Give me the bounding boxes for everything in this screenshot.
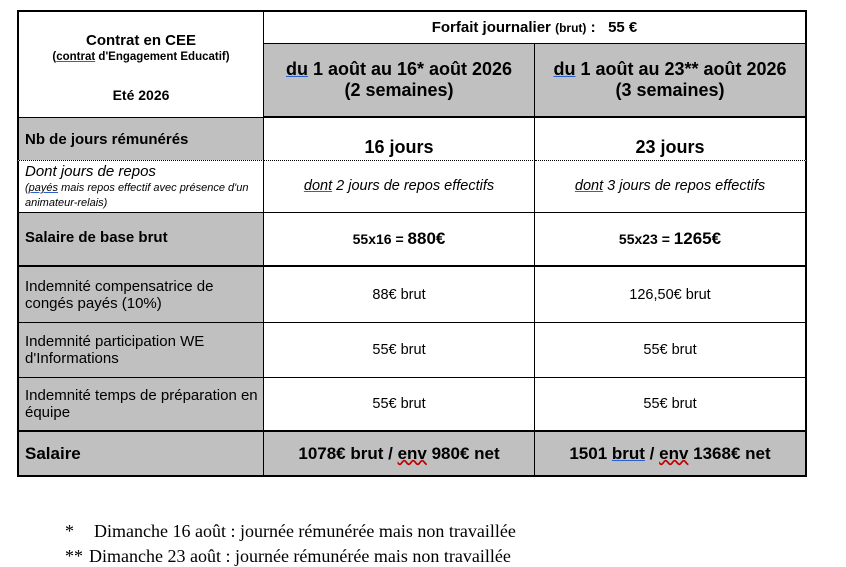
row-jours-label: Nb de jours rémunérés bbox=[17, 118, 264, 160]
repos-note: (payés mais repos effectif avec présence d'un animateur-relais) bbox=[25, 182, 249, 209]
row-prep-p2: 55€ brut bbox=[535, 377, 807, 430]
row-salaire-p1: 1078€ brut / env 980€ net bbox=[264, 430, 535, 477]
period1-dates: du 1 août au 16* août 2026 bbox=[285, 59, 513, 79]
row-salaire-label: Salaire bbox=[17, 430, 264, 477]
footnote-2 bbox=[56, 525, 511, 567]
footnote-1-text: Dimanche 16 août : journée rémunérée mais non travaillée bbox=[94, 521, 516, 541]
row-base-p2: 55x23 = 1265€ bbox=[535, 212, 807, 267]
contract-season: Eté 2026 bbox=[112, 87, 170, 103]
row-prep-p1: 55€ brut bbox=[264, 377, 535, 430]
row-we-p2: 55€ brut bbox=[535, 322, 807, 377]
row-repos-label: Dont jours de repos (payés mais repos effectif avec présence d'un animateur-relais) bbox=[17, 160, 264, 212]
period1-duration: (2 semaines) bbox=[344, 80, 454, 100]
contract-title: Contrat en CEE bbox=[85, 32, 196, 49]
row-jours-p2: 23 jours bbox=[535, 118, 807, 160]
period1-header bbox=[264, 44, 535, 118]
row-jours-p1: 16 jours bbox=[264, 118, 535, 160]
forfait-line: Forfait journalier (brut) : 55 € bbox=[431, 19, 638, 36]
row-base-label: Salaire de base brut bbox=[17, 212, 264, 267]
period2-header bbox=[535, 44, 807, 118]
row-base-p1: 55x16 = 880€ bbox=[264, 212, 535, 267]
header-contract-cell bbox=[17, 10, 264, 118]
row-repos-p2: dont 3 jours de repos effectifs bbox=[535, 160, 807, 212]
row-conges-p1: 88€ brut bbox=[264, 267, 535, 322]
row-repos-p1: dont 2 jours de repos effectifs bbox=[264, 160, 535, 212]
forfait-value: 55 € bbox=[608, 19, 638, 36]
footnote-1-marker: * bbox=[65, 521, 74, 541]
period2-duration: (3 semaines) bbox=[615, 80, 725, 100]
footnote-2-text: Dimanche 23 août : journée rémunérée mais non travaillée bbox=[89, 546, 511, 566]
period2-dates: du 1 août au 23** août 2026 bbox=[553, 59, 787, 79]
row-we-label: Indemnité participation WE d'Informations bbox=[17, 322, 264, 377]
footnote-2-marker: ** bbox=[65, 546, 83, 566]
row-we-p1: 55€ brut bbox=[264, 322, 535, 377]
row-salaire-p2: 1501 brut / env 1368€ net bbox=[535, 430, 807, 477]
row-conges-p2: 126,50€ brut bbox=[535, 267, 807, 322]
row-conges-label: Indemnité compensatrice de congés payés (10%) bbox=[17, 267, 264, 322]
contract-subtitle: (contrat d'Engagement Educatif) bbox=[52, 51, 230, 63]
row-prep-label: Indemnité temps de préparation en équipe bbox=[17, 377, 264, 430]
forfait-cell bbox=[264, 10, 807, 44]
